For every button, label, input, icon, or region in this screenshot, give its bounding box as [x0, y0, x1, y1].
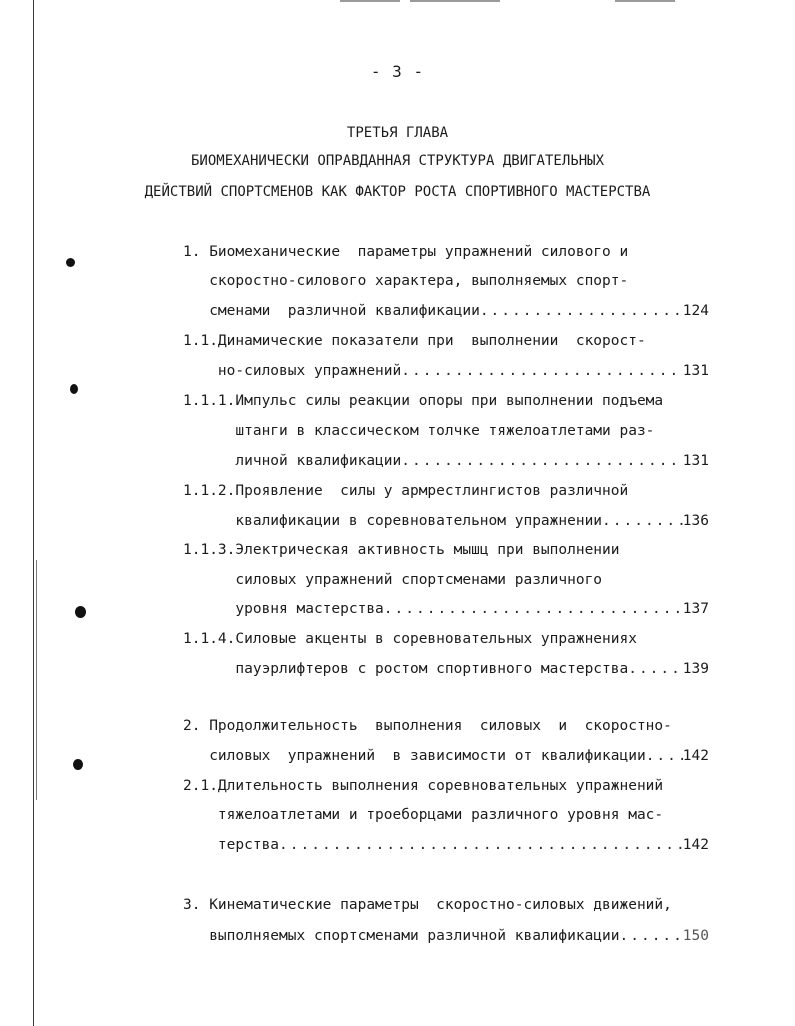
dot-leader: [384, 599, 683, 619]
top-scan-mark: [615, 0, 675, 2]
toc-line: 3. Кинематические параметры скоростно-силовых движений,: [183, 897, 672, 913]
toc-entry-text: квалификации в соревновательном упражнении: [183, 513, 603, 529]
dot-leader: [401, 361, 683, 381]
page-number: - 3 -: [370, 62, 425, 81]
dot-leader: [279, 835, 683, 855]
toc-line: штанги в классическом толчке тяжелоатлетами раз-: [183, 423, 655, 439]
toc-entry-text: личной квалификации: [183, 453, 402, 469]
toc-line: скоростно-силового характера, выполняемых спорт-: [183, 273, 629, 289]
toc-line: силовых упражнений спортсменами различного: [183, 572, 603, 588]
dot-leader: [620, 926, 683, 946]
chapter-heading-line: ДЕЙСТВИЙ СПОРТСМЕНОВ КАК ФАКТОР РОСТА СПОРТИВНОГО МАСТЕРСТВА: [144, 184, 651, 200]
dot-leader: [646, 746, 683, 766]
toc-entry: [183, 835, 709, 855]
toc-page-number: 136: [682, 513, 709, 529]
toc-line: 1.1.2.Проявление силы у армрестлингистов различной: [183, 483, 629, 499]
chapter-title: ТРЕТЬЯ ГЛАВА: [346, 125, 449, 141]
toc-page-number: 142: [682, 837, 709, 853]
toc-entry-text: терства: [183, 837, 280, 853]
toc-line: 1.1.4.Силовые акценты в соревновательных упражнениях: [183, 631, 637, 647]
toc-line: 1.1.Динамические показатели при выполнении скорост-: [183, 333, 646, 349]
toc-entry: [183, 301, 709, 321]
ink-blot: [73, 759, 83, 770]
toc-entry-text: но-силовых упражнений: [183, 363, 402, 379]
ink-blot: [75, 606, 86, 618]
toc-line: 1.1.1.Импульс силы реакции опоры при выполнении подъема: [183, 393, 664, 409]
top-scan-mark: [410, 0, 500, 2]
toc-entry: [183, 361, 709, 381]
top-scan-mark: [340, 0, 400, 2]
toc-entry: [183, 926, 709, 946]
toc-entry-text: пауэрлифтеров с ростом спортивного мастерства: [183, 661, 629, 677]
toc-line: тяжелоатлетами и троеборцами различного уровня мас-: [183, 807, 664, 823]
dot-leader: [602, 511, 683, 531]
toc-entry: [183, 451, 709, 471]
dot-leader: [628, 659, 683, 679]
toc-page-number: 139: [682, 661, 709, 677]
toc-entry-text: силовых упражнений в зависимости от квалификации: [183, 748, 646, 764]
toc-page-number: 131: [682, 453, 709, 469]
toc-page-number: 124: [682, 303, 709, 319]
toc-page-number: 142: [682, 748, 709, 764]
toc-entry: [183, 659, 709, 679]
toc-entry: [183, 599, 709, 619]
toc-entry: [183, 746, 709, 766]
toc-entry-text: сменами различной квалификации: [183, 303, 480, 319]
toc-line: 2.1.Длительность выполнения соревновательных упражнений: [183, 778, 664, 794]
toc-page-number: 131: [682, 363, 709, 379]
dot-leader: [401, 451, 683, 471]
toc-entry-text: выполняемых спортсменами различной квалификации: [183, 928, 620, 944]
dot-leader: [480, 301, 683, 321]
ink-blot: [70, 384, 78, 394]
toc-line: 2. Продолжительность выполнения силовых и скоростно-: [183, 718, 672, 734]
toc-line: 1. Биомеханические параметры упражнений силового и: [183, 244, 629, 260]
toc-entry: [183, 511, 709, 531]
toc-page-number: 137: [682, 601, 709, 617]
toc-page-number: 150: [682, 928, 709, 944]
toc-entry-text: уровня мастерства: [183, 601, 384, 617]
left-margin-line-secondary: [36, 560, 37, 800]
toc-line: 1.1.3.Электрическая активность мышц при выполнении: [183, 542, 620, 558]
ink-blot: [66, 258, 75, 267]
chapter-heading-line: БИОМЕХАНИЧЕСКИ ОПРАВДАННАЯ СТРУКТУРА ДВИГАТЕЛЬНЫХ: [190, 153, 604, 169]
